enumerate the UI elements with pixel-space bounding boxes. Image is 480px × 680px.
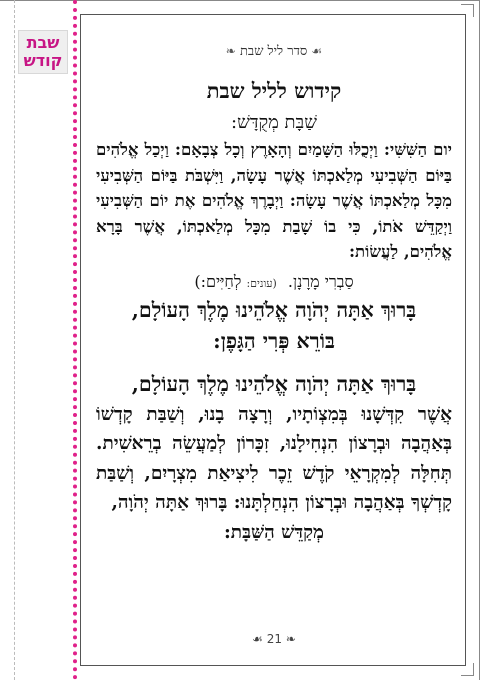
- page-number: 21: [266, 632, 282, 646]
- savri-line: [96, 271, 452, 295]
- response-text: לְחַיִּים:): [194, 271, 242, 291]
- section-tab: [18, 30, 68, 74]
- ornament-icon: ☙: [252, 632, 263, 646]
- dotted-divider: [73, 0, 77, 680]
- page-content: [96, 42, 452, 547]
- running-head-text: סדר ליל שבת: [240, 44, 308, 59]
- ornament-icon: ❧: [285, 632, 296, 646]
- section-tab-line1: שבת: [26, 33, 60, 52]
- ornament-icon: ☙: [311, 44, 323, 58]
- ornament-icon: ❧: [225, 44, 236, 58]
- kiddush-blessing-opening: בָּרוּךְ אַתָּה יְהֹוָה אֱלֹהֵינוּ מֶלֶךְ הָעוֹלָם,: [131, 371, 417, 396]
- response-label: (עונים:: [246, 276, 277, 290]
- subtitle: שַׁבָּת מְקֻדָּשׁ:: [231, 112, 317, 133]
- kiddush-blessing-body: אֲשֶׁר קִדְּשָׁנוּ בְּמִצְוֹתָיו, וְרָצָה בָנוּ, וְשַׁבַּת קָדְשׁוֹ בְּאַהֲבָה וּבְרָצוֹן הִנְחִילָנוּ, זִכָּרוֹן לְמַעֲשֵׂה בְרֵאשִׁית. תְּחִלָּה לְמִקְרָאֵי קֹדֶשׁ זֵכֶר לִיצִיאַת מִצְרָיִם, וְשַׁבַּת קָדְשְׁךָ בְּאַהֲבָה וּבְרָצוֹן הִנְחַלְתָּנוּ: בָּרוּךְ אַתָּה יְהֹוָה,: [96, 403, 452, 513]
- side-cut-line: [14, 0, 16, 680]
- kiddush-blessing-closing: מְקַדֵּשׁ הַשַּׁבָּת:: [223, 521, 325, 543]
- vayechulu-paragraph: יום הַשִּׁשִּׁי: וַיְכֻלּוּ הַשָּׁמַיִם וְהָאָרֶץ וְכָל צְבָאָם: וַיְכַל אֱלֹהִים בַּיּוֹם הַשְּׁבִיעִי מְלַאכְתּוֹ אֲשֶׁר עָשָׂה, וַיִּשְׁבֹּת בַּיּוֹם הַשְּׁבִיעִי מִכָּל מְלַאכְתּוֹ אֲשֶׁר עָשָׂה: וַיְבָרֶךְ אֱלֹהִים אֶת יוֹם הַשְּׁבִיעִי וַיְקַדֵּשׁ אֹתוֹ, כִּי בוֹ שָׁבַת מִכָּל מְלַאכְתּוֹ, אֲשֶׁר בָּרָא אֱלֹהִים, לַעֲשׂוֹת:: [96, 140, 452, 261]
- wine-blessing-line1: בָּרוּךְ אַתָּה יְהֹוָה אֱלֹהֵינוּ מֶלֶךְ הָעוֹלָם,: [131, 297, 417, 322]
- page-frame-top: [0, 0, 480, 1]
- wine-blessing-line2: בּוֹרֵא פְּרִי הַגָּפֶן:: [213, 328, 335, 353]
- running-head: [96, 42, 452, 61]
- page-title: קידוש לליל שבת: [206, 78, 342, 103]
- savri-text: סַבְרִי מָרָנָן.: [287, 271, 354, 291]
- section-tab-line2: קודש: [23, 51, 63, 70]
- page-footer: [96, 632, 452, 646]
